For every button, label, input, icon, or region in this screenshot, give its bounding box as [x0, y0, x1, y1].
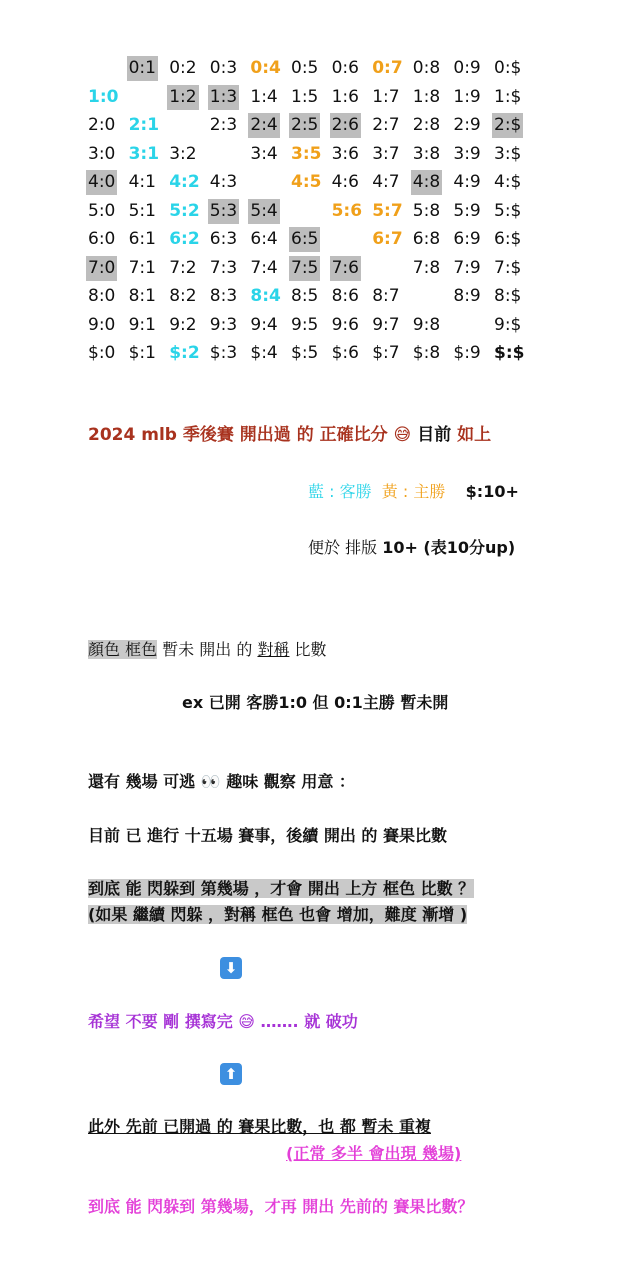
grinning-sweat-emoji-icon-2: 😅 [238, 1012, 255, 1031]
legend [308, 481, 519, 503]
headline-part2: 目前 [411, 425, 458, 445]
hope-prefix: 希望 不要 剛 撰寫完 [88, 1012, 239, 1031]
score-cell: 4:0 [86, 170, 117, 195]
score-cell: 8:9 [453, 286, 481, 306]
score-cell: 0:$ [494, 58, 522, 78]
score-cell: $:0 [88, 343, 116, 363]
observe-line [88, 771, 355, 793]
score-cell: 2:5 [289, 113, 320, 138]
score-cell: 1:5 [291, 86, 319, 107]
score-cell: 5:7 [372, 200, 403, 221]
grid-row [88, 284, 548, 313]
score-cell: 2:0 [88, 115, 116, 135]
grid-row [88, 199, 548, 228]
score-cell: $:7 [372, 343, 400, 363]
headline-part1: 2024 mlb 季後賽 開出過 的 正確比分 [88, 425, 388, 445]
score-cell: 2:6 [330, 113, 361, 138]
legend-yellow: 黃 : 主勝 [381, 482, 446, 501]
score-cell: 1:0 [88, 86, 119, 107]
score-cell: 9:2 [169, 314, 197, 335]
hope-line [88, 1011, 358, 1033]
example-line: ex 已開 客勝1:0 但 0:1主勝 暫未開 [182, 693, 449, 712]
observe-prefix: 還有 幾場 可逃 [88, 772, 201, 791]
score-cell: 2:9 [453, 115, 481, 135]
layout-note-bold: 10+ (表10分up) [382, 538, 516, 557]
score-cell: 0:3 [209, 58, 238, 78]
score-cell: 4:8 [411, 170, 442, 195]
progress-line: 目前 已 進行 十五場 賽事，後續 開出 的 賽果比數 [88, 826, 447, 845]
score-cell: 1:9 [453, 86, 481, 107]
score-cell: 5:$ [494, 200, 522, 221]
score-cell: $:5 [291, 343, 319, 363]
score-cell: 8:4 [250, 286, 281, 306]
score-cell: 1:3 [208, 85, 239, 110]
score-cell: $:2 [169, 343, 200, 363]
score-cell: 7:4 [250, 257, 278, 278]
score-cell: $:3 [209, 343, 238, 363]
grid-row [88, 85, 548, 114]
grid-row [88, 113, 548, 142]
score-cell: 7:6 [330, 256, 361, 281]
score-cell: 0:2 [169, 58, 197, 78]
headline-part3: 如上 [457, 425, 492, 445]
score-cell: 1:2 [167, 85, 198, 110]
arrow-up-icon [220, 1063, 242, 1085]
score-cell: 3:0 [88, 143, 116, 164]
score-cell: 5:0 [88, 200, 116, 221]
question1-line2 [88, 904, 467, 926]
score-cell: 1:7 [372, 86, 400, 107]
score-cell: 5:1 [128, 200, 156, 221]
score-cell: 3:7 [372, 143, 400, 164]
score-cell: 3:5 [291, 143, 322, 164]
score-cell: 1:8 [412, 86, 441, 107]
score-cell: $:$ [494, 343, 525, 363]
score-cell: 9:1 [128, 314, 156, 335]
score-cell: 7:$ [494, 257, 522, 278]
score-cell: 6:3 [209, 229, 238, 249]
score-cell: 7:0 [86, 256, 117, 281]
score-cell: 5:6 [331, 200, 363, 221]
gray-explain-text1: 暫未 開出 的 [157, 640, 258, 659]
score-cell: 4:3 [209, 172, 238, 192]
repeat-note-line1: 此外 先前 已開過 的 賽果比數，也 都 暫未 重複 [88, 1117, 431, 1136]
grid-row [88, 227, 548, 256]
score-cell: 2:1 [128, 115, 160, 135]
score-cell: 7:9 [453, 257, 481, 278]
score-cell: 4:5 [291, 172, 322, 192]
score-cell: 9:4 [250, 314, 278, 335]
score-cell: 1:4 [250, 86, 278, 107]
grid-row [88, 56, 548, 85]
score-cell: 3:$ [494, 143, 522, 164]
layout-note [308, 537, 515, 559]
score-cell: 6:5 [289, 227, 320, 252]
score-cell: 7:3 [209, 257, 238, 278]
score-cell: 6:2 [169, 229, 200, 249]
score-cell: 8:3 [209, 286, 238, 306]
score-cell: 9:8 [412, 314, 441, 335]
score-cell: 7:5 [289, 256, 320, 281]
arrow-down-icon [220, 957, 242, 979]
score-cell: 6:0 [88, 229, 116, 249]
score-cell: 5:9 [453, 200, 481, 221]
score-cell: 5:3 [208, 199, 239, 224]
score-cell: 4:2 [169, 172, 200, 192]
score-grid [88, 56, 548, 370]
score-cell: 9:3 [209, 314, 238, 335]
score-cell: 8:1 [128, 286, 156, 306]
arrow-down-glyph: ⬇ [220, 957, 242, 979]
score-cell: 8:0 [88, 286, 116, 306]
score-cell: $:8 [412, 343, 441, 363]
hope-suffix: ……. 就 破功 [254, 1012, 358, 1031]
score-cell: 9:0 [88, 314, 116, 335]
score-cell: 3:6 [331, 143, 359, 164]
grid-row [88, 341, 548, 370]
score-cell: 8:6 [331, 286, 359, 306]
score-cell: 0:5 [291, 58, 319, 78]
score-cell: 4:7 [372, 172, 400, 192]
score-cell: 3:8 [412, 143, 441, 164]
score-cell: 6:1 [128, 229, 156, 249]
score-cell: 0:6 [331, 58, 359, 78]
score-cell: 1:$ [494, 86, 522, 107]
score-cell: 4:$ [494, 172, 522, 192]
score-cell: 0:9 [453, 58, 481, 78]
question1-line1-text: 到底 能 閃躲到 第幾場 ，才會 開出 上方 框色 比數 ？ [88, 879, 475, 898]
score-cell: 6:4 [250, 229, 278, 249]
question1-line1 [88, 878, 474, 900]
score-cell: 2:3 [209, 115, 238, 135]
grid-row [88, 313, 548, 342]
score-cell: 9:7 [372, 314, 400, 335]
repeat-note-line2: (正常 多半 會出現 幾場) [286, 1144, 462, 1163]
score-cell: 5:4 [248, 199, 279, 224]
score-cell: $:1 [128, 343, 156, 363]
score-cell: 4:1 [128, 172, 156, 192]
score-cell: 9:$ [494, 314, 522, 335]
question1-line2-text: (如果 繼續 閃躲 ，對稱 框色 也會 增加，難度 漸增 ) [88, 905, 468, 924]
headline [88, 424, 491, 446]
score-cell: 7:2 [169, 257, 197, 278]
score-cell: 3:2 [169, 143, 197, 164]
score-cell: 7:8 [412, 257, 441, 278]
score-cell: 8:$ [494, 286, 522, 306]
score-cell: 6:$ [494, 229, 522, 249]
gray-explain-underlined: 對稱 [257, 640, 290, 659]
score-cell: 3:4 [250, 143, 278, 164]
score-cell: 9:5 [291, 314, 319, 335]
grid-row [88, 256, 548, 285]
score-cell: 6:9 [453, 229, 481, 249]
score-cell: 2:$ [492, 113, 523, 138]
score-cell: 0:7 [372, 58, 403, 78]
eyes-emoji-icon: 👀 [200, 772, 221, 791]
score-cell: 0:4 [250, 58, 281, 78]
score-cell: 5:2 [169, 200, 200, 221]
score-cell: 8:7 [372, 286, 400, 306]
score-cell: 4:9 [453, 172, 481, 192]
legend-blue: 藍 : 客勝 [308, 482, 372, 501]
question2-line: 到底 能 閃躲到 第幾場，才再 開出 先前的 賽果比數？ [88, 1197, 474, 1216]
score-cell: 6:8 [412, 229, 441, 249]
gray-explain-text2: 比數 [289, 640, 327, 659]
score-cell: 0:1 [127, 56, 158, 81]
score-cell: 5:8 [412, 200, 441, 221]
score-cell: $:4 [250, 343, 278, 363]
gray-explain-highlight: 顏色 框色 [88, 640, 158, 659]
score-cell: 2:7 [372, 115, 400, 135]
score-cell: 4:6 [331, 172, 359, 192]
score-cell: 2:8 [412, 115, 441, 135]
score-cell: 0:8 [412, 58, 441, 78]
score-cell: $:6 [331, 343, 359, 363]
score-cell: 1:6 [331, 86, 359, 107]
score-cell: 6:7 [372, 229, 403, 249]
arrow-up-glyph: ⬆ [220, 1063, 242, 1085]
score-cell: 8:2 [169, 286, 197, 306]
score-cell: 2:4 [248, 113, 279, 138]
score-cell: 3:1 [128, 143, 160, 164]
score-cell: 9:6 [331, 314, 359, 335]
score-cell: 3:9 [453, 143, 481, 164]
score-cell: 8:5 [291, 286, 319, 306]
score-cell: 7:1 [128, 257, 156, 278]
gray-explain [88, 639, 327, 661]
observe-suffix: 趣味 觀察 用意 ： [220, 772, 355, 791]
grid-row [88, 142, 548, 171]
grid-row [88, 170, 548, 199]
grinning-sweat-emoji-icon: 😅 [393, 425, 412, 445]
layout-note-prefix: 便於 排版 [308, 538, 383, 557]
legend-dollar: $:10+ [465, 482, 519, 501]
score-cell: $:9 [453, 343, 481, 363]
